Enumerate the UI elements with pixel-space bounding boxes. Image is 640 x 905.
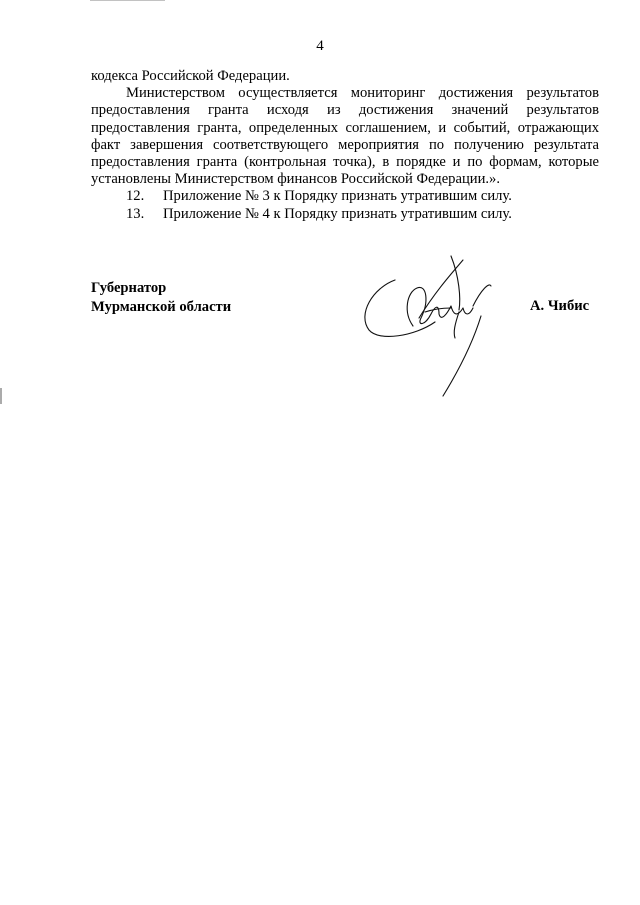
list-item-text: Приложение № 4 к Порядку признать утратившим силу. [163, 205, 512, 222]
list-item [91, 188, 599, 205]
signer-name: А. Чибис [530, 298, 590, 314]
document-body [91, 68, 599, 223]
list-item-text: Приложение № 3 к Порядку признать утратившим силу. [163, 188, 512, 205]
list-item-number: 12. [126, 188, 145, 205]
signer-title-line1: Губернатор [91, 280, 167, 296]
edge-mark [0, 388, 2, 404]
list-item [91, 206, 599, 223]
page-number: 4 [316, 38, 324, 54]
paragraph-monitoring: Министерством осуществляется мониторинг достижения результатов предоставления гранта исходя из достижения значений результатов предоставления гранта, определенных соглашением, и событий, отражающих факт завершения соответствующего мероприятия по получению результата предоставления гранта (контрольная точка), в порядке и по формам, которые установлены Министерством финансов Российской Федерации.». [91, 85, 599, 188]
handwritten-signature [355, 252, 530, 400]
list-item-number: 13. [126, 205, 145, 222]
signer-title [91, 279, 231, 317]
signer-title-line2: Мурманской области [91, 299, 232, 315]
paragraph-continuation: кодекса Российской Федерации. [91, 68, 290, 84]
scan-mark [90, 0, 165, 4]
